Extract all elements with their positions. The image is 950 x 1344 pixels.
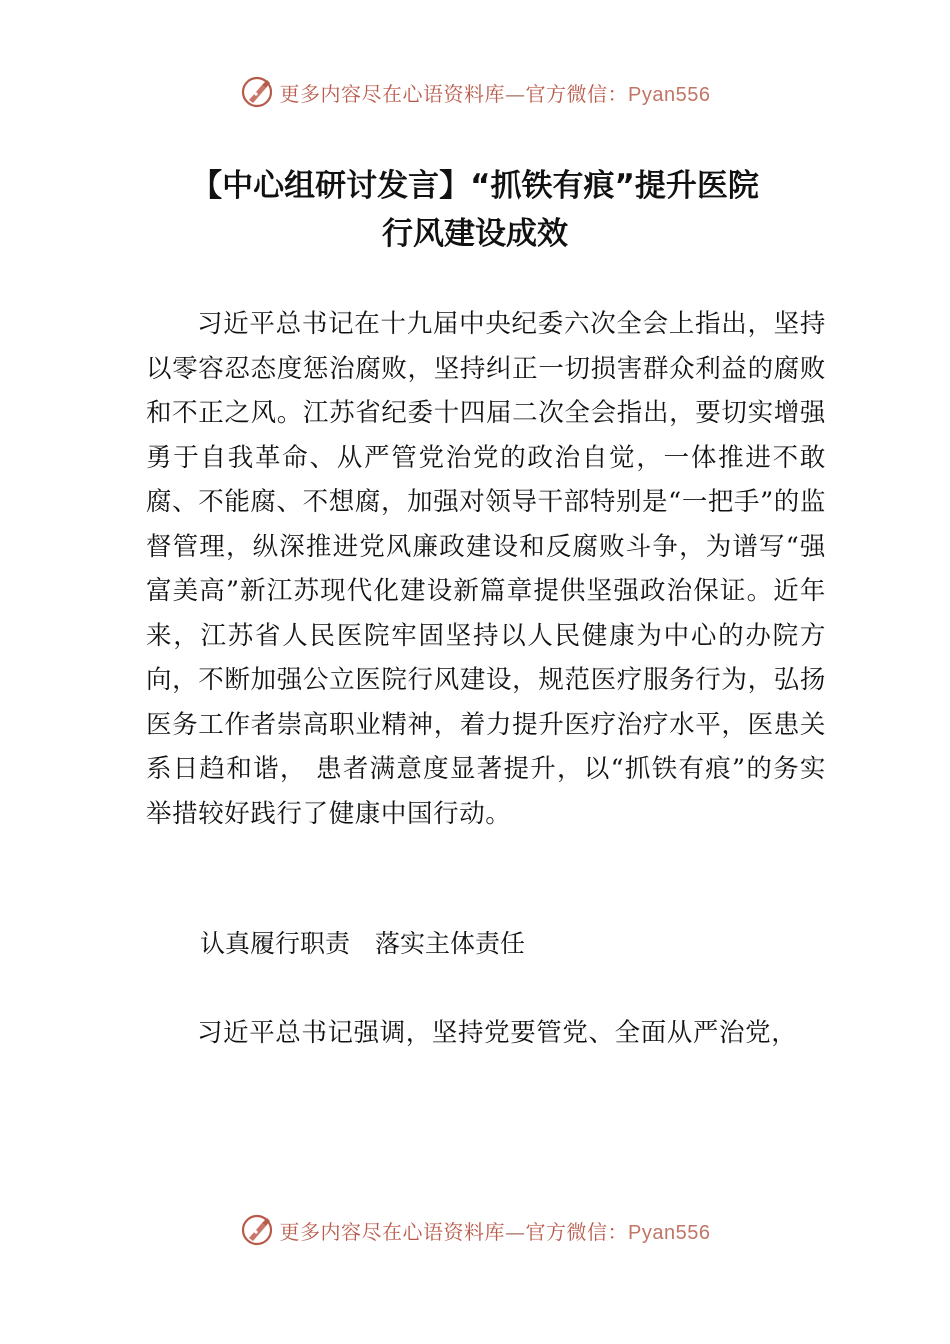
watermark-wechat-id: Pyan556 bbox=[628, 83, 711, 106]
watermark-wechat-label: 官方微信： bbox=[525, 1219, 629, 1244]
watermark-separator: — bbox=[505, 81, 526, 106]
section-heading: 认真履行职责 落实主体责任 bbox=[200, 929, 526, 958]
footer-watermark bbox=[0, 1210, 950, 1250]
title-line-1: 【中心组研讨发言】“抓铁有痕”提升医院 bbox=[191, 168, 759, 204]
watermark-main: 更多内容尽在心语资料库 bbox=[279, 1219, 506, 1244]
document-title bbox=[120, 162, 830, 258]
watermark-separator: — bbox=[505, 1219, 526, 1244]
body-paragraph-2: 习近平总书记强调，坚持党要管党、全面从严治党， bbox=[197, 1018, 798, 1048]
pen-nib-circle-icon bbox=[240, 1213, 274, 1247]
watermark-text bbox=[280, 78, 711, 107]
watermark-main: 更多内容尽在心语资料库 bbox=[279, 81, 506, 106]
watermark-wechat-label: 官方微信： bbox=[525, 81, 629, 106]
body-paragraph-1: 习近平总书记在十九届中央纪委六次全会上指出，坚持以零容忍态度惩治腐败，坚持纠正一切损害群众利益的腐败和不正之风。江苏省纪委十四届二次全会指出，要切实增强勇于自我革命、从严管党治党的政治自觉，一体推进不敢腐、不能腐、不想腐，加强对领导干部特别是“一把手”的监督管理，纵深推进党风廉政建设和反腐败斗争，为谱写“强富美高”新江苏现代化建设新篇章提供坚强政治保证。近年来，江苏省人民医院牢固坚持以人民健康为中心的办院方向，不断加强公立医院行风建设，规范医疗服务行为，弘扬医务工作者崇高职业精神，着力提升医疗治疗水平，医患关系日趋和谐， 患者满意度显著提升，以“抓铁有痕”的务实举措较好践行了健康中国行动。 bbox=[146, 309, 826, 829]
title-line-2: 行风建设成效 bbox=[382, 216, 568, 252]
pen-nib-circle-icon bbox=[240, 75, 274, 109]
header-watermark bbox=[0, 72, 950, 112]
watermark-wechat-id: Pyan556 bbox=[628, 1221, 711, 1244]
watermark-text bbox=[280, 1216, 711, 1245]
